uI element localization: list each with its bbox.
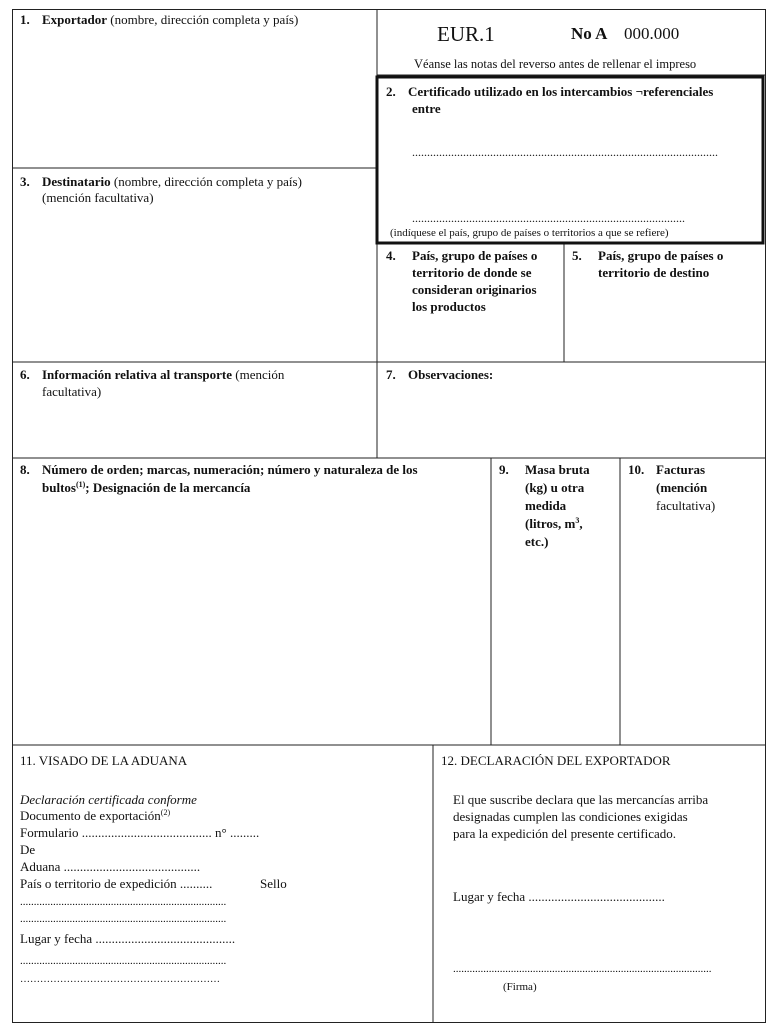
- box11-dotted-line-b[interactable]: ...........................................................................: [20, 913, 227, 925]
- box1-exporter-label: 1. Exportador (nombre, dirección completa y país): [20, 12, 299, 27]
- box4-number: 4.: [386, 248, 396, 263]
- box9-mass-field[interactable]: [493, 555, 618, 743]
- box11-formulario-field[interactable]: Formulario ........................................ n° .........: [20, 825, 260, 840]
- box6-transport-label: 6. Información relativa al transporte (mención: [20, 367, 285, 382]
- box8-goods-label-line2: bultos$^{(1)}$; Designación de la mercancía: [42, 480, 251, 495]
- box8-goods-label-line1: 8. Número de orden; marcas, numeración; número y naturaleza de los: [20, 462, 418, 477]
- box5-number: 5.: [572, 248, 582, 263]
- box9-number: 9.: [499, 462, 509, 477]
- box11-aduana-field[interactable]: Aduana ..........................................: [20, 859, 201, 874]
- box12-title: 12. DECLARACIÓN DEL EXPORTADOR: [441, 753, 671, 768]
- box6-optional-note: facultativa): [42, 384, 102, 399]
- box11-title: 11. VISADO DE LA ADUANA: [20, 753, 188, 768]
- box12-text-line3: para la expedición del presente certificado.: [453, 826, 677, 841]
- box10-invoices-label-line2: (mención: [656, 480, 708, 495]
- box4-origin-label-line1: País, grupo de países o: [412, 248, 538, 263]
- form-number-value: 000.000: [624, 24, 680, 43]
- box2-dotted-line-2[interactable]: ...........................................................................................: [412, 211, 685, 225]
- box2-hint: (indíquese el país, grupo de países o territorios a que se refiere): [390, 227, 669, 239]
- box10-invoices-label-line1: 10. Facturas: [628, 462, 706, 477]
- box3-optional-note: (mención facultativa): [42, 190, 154, 205]
- box11-stamp-label: Sello: [260, 876, 287, 891]
- box12-text-line2: designadas cumplen las condiciones exigidas: [453, 809, 688, 824]
- box5-destination-label-line1: País, grupo de países o: [598, 248, 724, 263]
- box6-transport-field[interactable]: [15, 402, 375, 456]
- box11-place-date-field[interactable]: Lugar y fecha ...........................................: [20, 931, 236, 946]
- box4-origin-label-line4: los productos: [412, 299, 486, 314]
- box9-mass-label-line4: (litros, $m^3$,: [525, 516, 583, 531]
- box10-invoices-label-line3: facultativa): [656, 498, 716, 513]
- box12-signature-line[interactable]: ..............................................................................................: [453, 963, 712, 975]
- box9-mass-label-line5: etc.): [525, 534, 549, 549]
- box3-consignee-label: 3. Destinatario (nombre, dirección completa y país): [20, 174, 302, 189]
- box5-destination-label-line2: territorio de destino: [598, 265, 710, 280]
- box7-observations-field[interactable]: [380, 385, 764, 456]
- box2-certificate-label-line2: entre: [412, 101, 441, 116]
- box9-mass-label-line3: medida: [525, 498, 567, 513]
- box2-certificate-label: 2. Certificado utilizado en los intercambios ¬referenciales: [386, 84, 714, 99]
- box2-dotted-line-1[interactable]: ......................................................................................................: [412, 145, 718, 159]
- box1-exporter-field[interactable]: [15, 30, 375, 166]
- form-notes: Véanse las notas del reverso antes de rellenar el impreso: [414, 57, 697, 71]
- box11-dotted-line-c[interactable]: ...........................................................................: [20, 955, 227, 967]
- box9-mass-label-line2: (kg) u otra: [525, 480, 585, 495]
- box12-signature-label: (Firma): [503, 981, 537, 993]
- box8-goods-field[interactable]: [15, 500, 489, 743]
- box7-observations-label: 7. Observaciones:: [386, 367, 494, 382]
- box10-invoices-field[interactable]: [622, 520, 764, 743]
- box11-export-document: Documento de exportación$^{(2)}$: [20, 808, 171, 823]
- box11-declaration: Declaración certificada conforme: [20, 792, 197, 807]
- box12-place-date-field[interactable]: Lugar y fecha ..........................................: [453, 889, 665, 904]
- box11-dotted-line-d[interactable]: ……………………………………………………: [20, 974, 220, 985]
- box3-consignee-field[interactable]: [15, 208, 375, 360]
- box12-text-line1: El que suscribe declara que las mercancías arriba: [453, 792, 709, 807]
- box11-country-field[interactable]: País o territorio de expedición ..........: [20, 876, 213, 891]
- box11-de-label: De: [20, 842, 36, 857]
- form-number-label: No A: [571, 24, 608, 43]
- box11-dotted-line-a[interactable]: ...........................................................................: [20, 896, 227, 908]
- box4-origin-label-line2: territorio de donde se: [412, 265, 532, 280]
- box9-mass-label-line1: Masa bruta: [525, 462, 590, 477]
- form-title: EUR.1: [437, 22, 495, 46]
- box4-origin-label-line3: consideran originarios: [412, 282, 537, 297]
